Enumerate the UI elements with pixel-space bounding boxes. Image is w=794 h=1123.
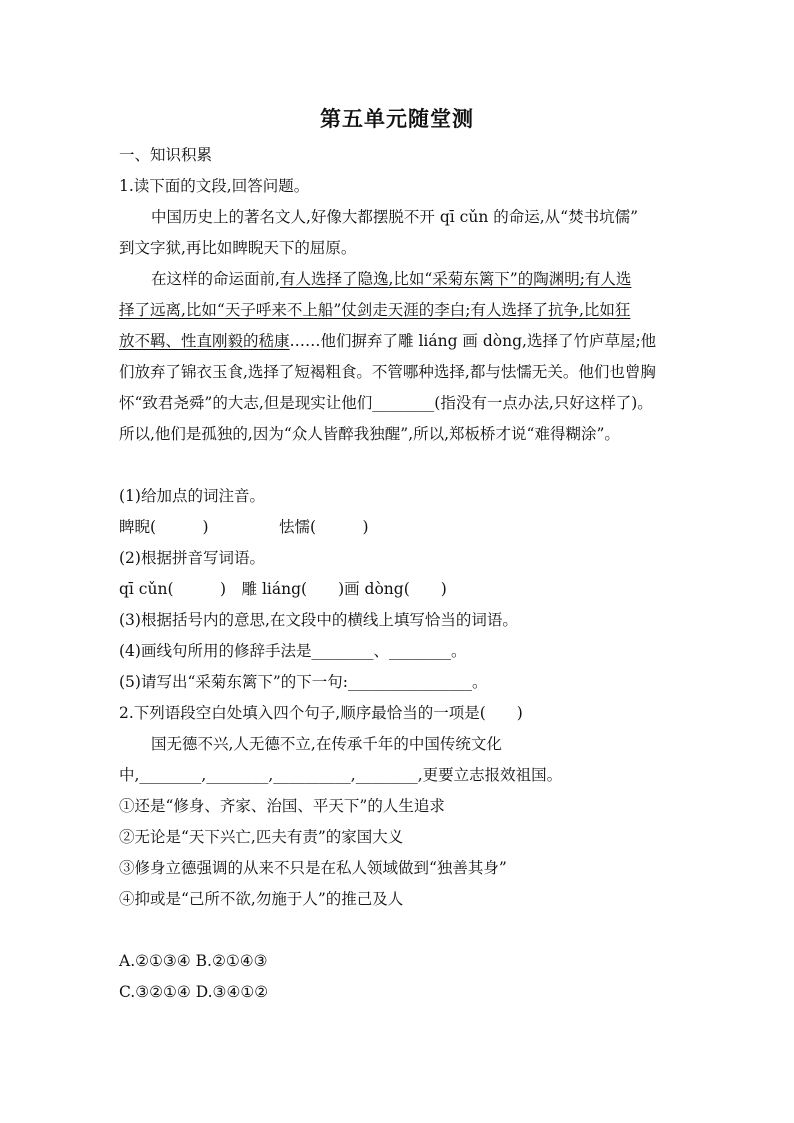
pinyin-blank-1: 睥睨( )	[119, 518, 209, 536]
passage-line: 中国历史上的著名文人,好像大都摆脱不开 qī cǔn 的命运,从“焚书坑儒”	[151, 208, 639, 226]
sentence-4: ④抑或是“己所不欲,勿施于人”的推己及人	[119, 890, 404, 908]
subquestion-1: (1)给加点的词注音。	[119, 487, 265, 505]
passage-line: 国无德不兴,人无德不立,在传承千年的中国传统文化	[151, 735, 502, 753]
options-ab: A.②①③④ B.②①④③	[119, 952, 268, 970]
underlined-sentence: 有人选择了隐逸,比如“采菊东篱下”的陶渊明;有人选	[279, 270, 632, 288]
passage-line: 怀“致君尧舜”的大志,但是现实让他们________(指没有一点办法,只好这样了)。	[119, 394, 653, 412]
sentence-3: ③修身立德强调的从来不只是在私人领域做到“独善其身”	[119, 859, 507, 877]
subquestion-4: (4)画线句所用的修辞手法是________、________。	[119, 642, 467, 660]
sentence-1: ①还是“修身、齐家、治国、平天下”的人生追求	[119, 797, 445, 815]
word-blanks: qī cǔn( ) 雕 liáng( )画 dòng( )	[119, 580, 447, 598]
page-title: 第五单元随堂测	[320, 106, 474, 131]
passage-text: ……他们摒弃了雕 liáng 画 dòng,选择了竹庐草屋;他	[289, 332, 657, 350]
passage-line: 到文字狱,再比如睥睨天下的屈原。	[119, 239, 357, 257]
section-heading: 一、知识积累	[119, 146, 213, 164]
options-cd: C.③②①④ D.③④①②	[119, 983, 269, 1001]
passage-line: 中,________,________,__________,________,更要立志报效祖国。	[119, 766, 563, 784]
question-2-stem: 2.下列语段空白处填入四个句子,顺序最恰当的一项是( )	[119, 704, 523, 722]
underlined-sentence: 择了远离,比如“天子呼来不上船”仗剑走天涯的李白;有人选择了抗争,比如狂	[119, 301, 631, 319]
subquestion-5: (5)请写出“采菊东篱下”的下一句:________________。	[119, 673, 488, 691]
passage-text: 在这样的命运面前,	[151, 270, 280, 288]
passage-line	[151, 269, 631, 289]
question-1-stem: 1.读下面的文段,回答问题。	[119, 177, 310, 195]
subquestion-3: (3)根据括号内的意思,在文段中的横线上填写恰当的词语。	[119, 611, 518, 629]
passage-line: 所以,他们是孤独的,因为“众人皆醉我独醒”,所以,郑板桥才说“难得糊涂”。	[119, 425, 620, 443]
passage-line	[119, 331, 656, 351]
passage-line: 们放弃了锦衣玉食,选择了短褐粗食。不管哪种选择,都与怯懦无关。他们也曾胸	[119, 363, 656, 381]
pinyin-blank-2: 怯懦( )	[279, 518, 369, 536]
underlined-sentence: 放不羁、性直刚毅的嵇康	[119, 332, 290, 350]
sentence-2: ②无论是“天下兴亡,匹夫有责”的家国大义	[119, 828, 404, 846]
passage-line	[119, 300, 630, 320]
subquestion-2: (2)根据拼音写词语。	[119, 549, 265, 567]
